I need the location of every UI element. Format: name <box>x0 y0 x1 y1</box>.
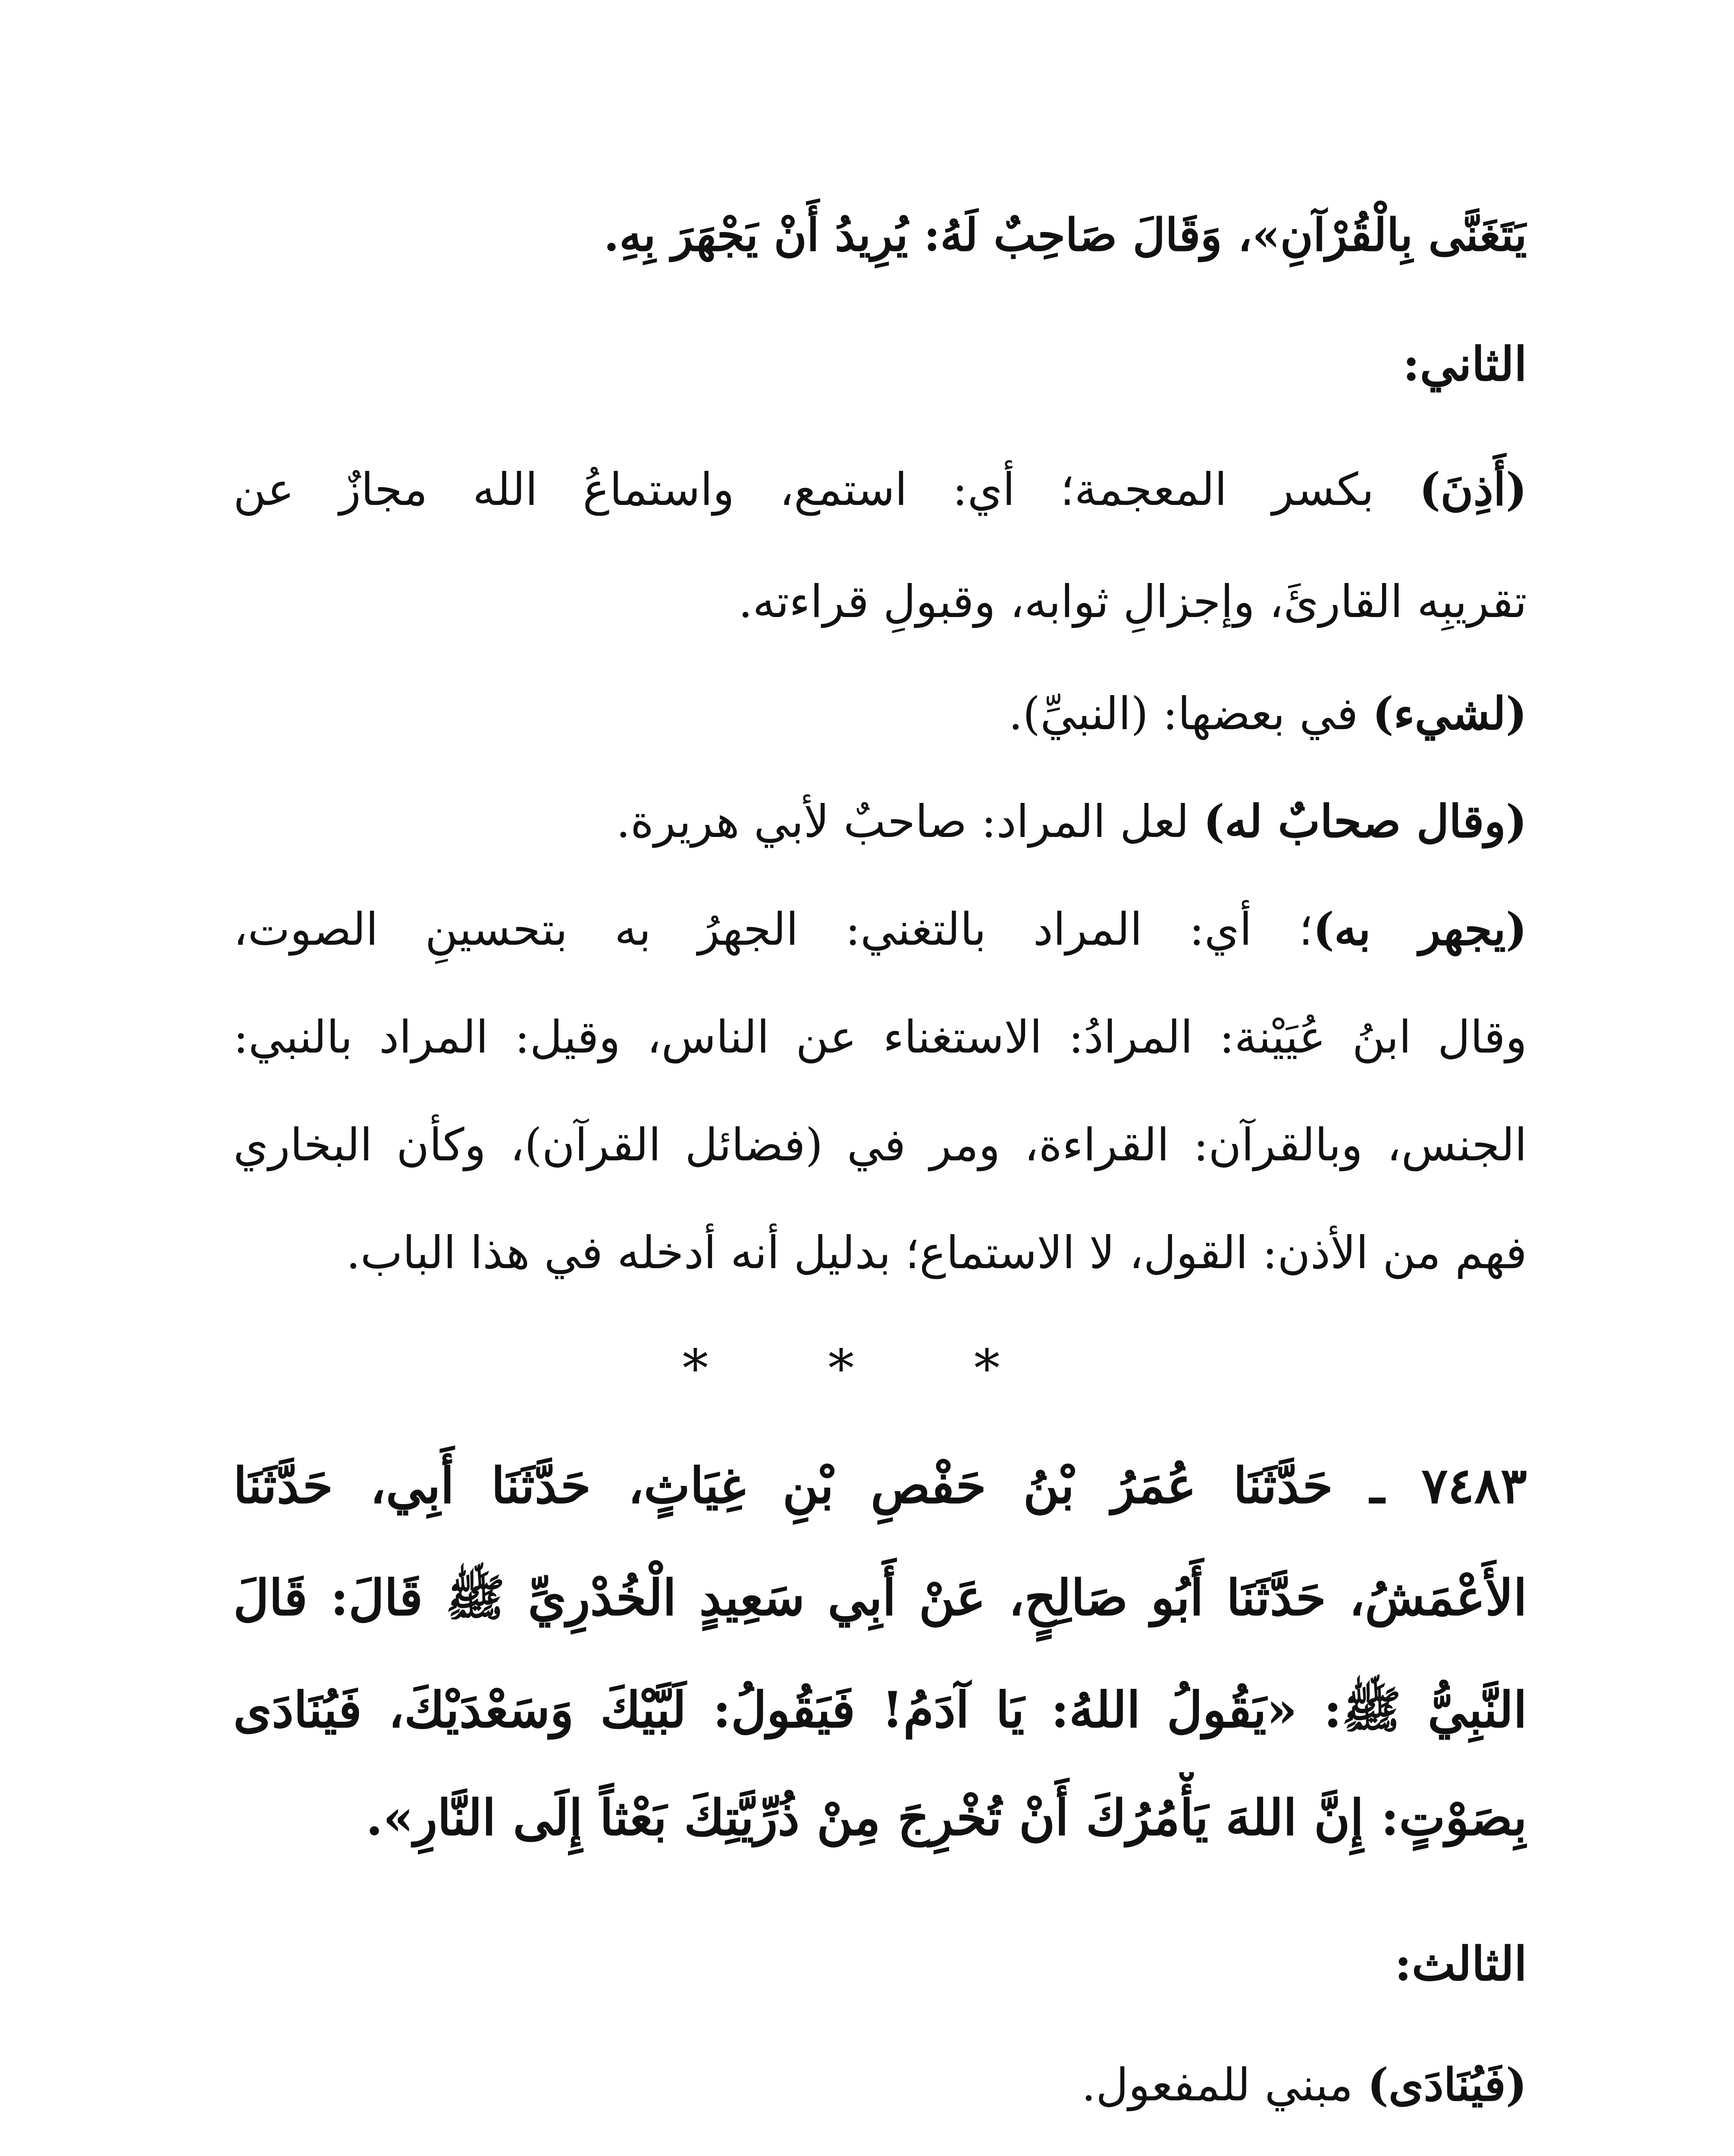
hadith-line-2-text: الأَعْمَشُ، حَدَّثَنَا أَبُو صَالِحٍ، عَنْ أَبِي سَعِيدٍ الْخُدْرِيِّ ﷺ قَالَ: قَالَ <box>233 1569 1527 1626</box>
section-heading-third <box>233 1919 1527 2009</box>
hadith-line-1-text: ٧٤٨٣ ـ حَدَّثَنَا عُمَرُ بْنُ حَفْصِ بْنِ غِيَاثٍ، حَدَّثَنَا أَبِي، حَدَّثَنَا <box>233 1457 1527 1514</box>
line-9-text: الجنس، وبالقرآن: القراءة، ومر في (فضائل القرآن)، وكأن البخاري <box>233 1119 1527 1171</box>
line-1-text: يَتَغَنَّى بِالْقُرْآنِ»، وَقَالَ صَاحِبٌ لَهُ: يُرِيدُ أَنْ يَجْهَرَ بِهِ. <box>603 208 1527 261</box>
line-3-label: (أَذِنَ) <box>1419 463 1527 516</box>
text-line-7 <box>233 884 1527 975</box>
text-line-6 <box>233 776 1527 867</box>
text-line-15 <box>233 2040 1527 2130</box>
line-15-text: مبني للمفعول. <box>1082 2059 1367 2111</box>
section-heading-second <box>233 319 1527 410</box>
line-5-label: (لشيء) <box>1372 687 1527 740</box>
text-line-8 <box>233 992 1527 1082</box>
hadith-line-2 <box>233 1552 1527 1643</box>
text-line-9 <box>233 1100 1527 1190</box>
text-line-3 <box>233 444 1527 535</box>
line-5-text: في بعضها: (النبيِّ). <box>1008 687 1373 740</box>
hadith-line-3-text: النَّبِيُّ ﷺ: «يَقُولُ اللهُ: يَا آدَمُ! فَيَقُولُ: لَبَّيْكَ وَسَعْدَيْكَ، فَيُنَادَى <box>233 1681 1527 1739</box>
line-6-text: لعل المراد: صاحبٌ لأبي هريرة. <box>616 795 1204 848</box>
hadith-line-3 <box>233 1664 1527 1755</box>
line-7-label: (يجهر به) <box>1313 903 1527 956</box>
line-6-label: (وقال صحابٌ له) <box>1203 795 1527 848</box>
text-line-1 <box>233 190 1527 280</box>
third-heading-text: الثالث: <box>1394 1937 1527 1991</box>
line-4-text: تقريبِه القارئَ، وإجزالِ ثوابه، وقبولِ قراءته. <box>738 575 1527 628</box>
second-heading-text: الثاني: <box>1402 337 1527 392</box>
text-line-10 <box>233 1207 1527 1298</box>
text-line-4 <box>233 556 1527 647</box>
line-15-label: (فَيُنَادَى) <box>1367 2058 1527 2111</box>
line-7-text: ؛ أي: المراد بالتغني: الجهرُ به بتحسينِ الصوت، <box>233 903 1313 956</box>
hadith-line-4 <box>233 1772 1527 1863</box>
hadith-line-4-text: بِصَوْتٍ: إِنَّ اللهَ يَأْمُرُكَ أَنْ تُخْرِجَ مِنْ ذُرِّيَّتِكَ بَعْثاً إِلَى النَّارِ». <box>366 1789 1527 1846</box>
text-line-5 <box>233 668 1527 759</box>
line-8-text: وقال ابنُ عُيَيْنة: المرادُ: الاستغناء عن الناس، وقيل: المراد بالنبي: <box>233 1011 1527 1063</box>
hadith-line-1 <box>233 1440 1527 1531</box>
line-3-text: بكسر المعجمة؛ أي: استمع، واستماعُ الله مجازٌ عن <box>233 463 1419 516</box>
section-separator-stars: * * * <box>682 1339 1052 1399</box>
line-10-text: فهم من الأذن: القول، لا الاستماع؛ بدليل أنه أدخله في هذا الباب. <box>346 1226 1527 1279</box>
